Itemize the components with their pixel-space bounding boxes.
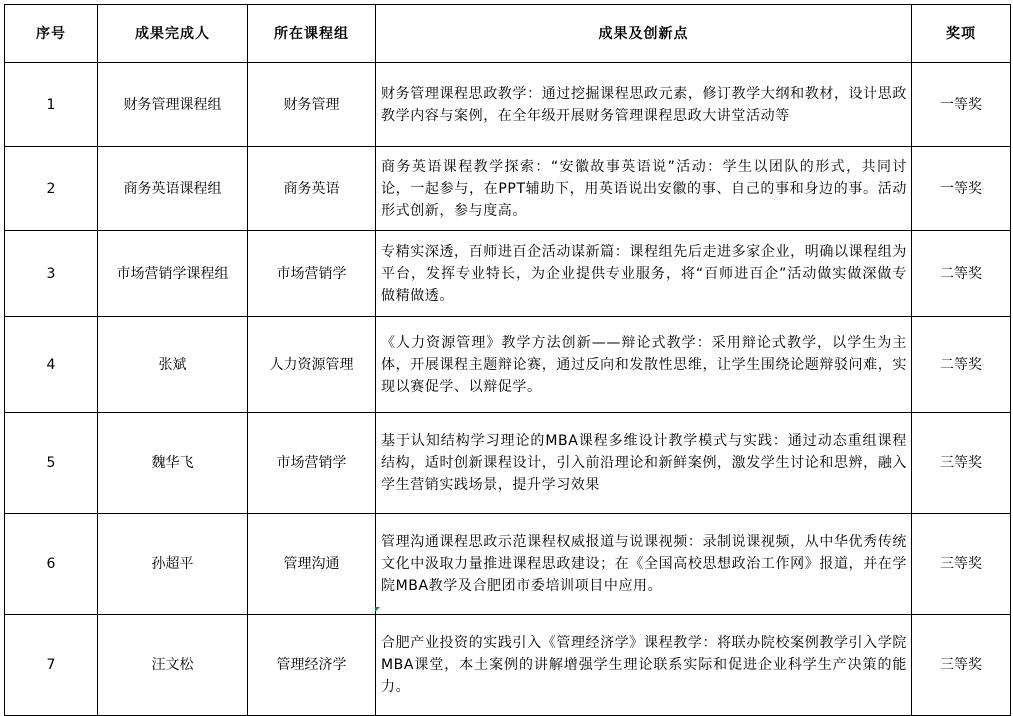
- comment-indicator-icon: [375, 607, 380, 612]
- cell-completer: 孙超平: [98, 514, 248, 615]
- awards-table: [4, 4, 1011, 716]
- cell-index: 5: [5, 413, 98, 514]
- cell-completer: 汪文松: [98, 615, 248, 716]
- cell-award: 二等奖: [912, 231, 1011, 317]
- cell-innovation: 商务英语课程教学探索：“安徽故事英语说”活动：学生以团队的形式，共同讨论，一起参与，在PPT辅助下，用英语说出安徽的事、自己的事和身边的事。活动形式创新，参与度高。: [376, 147, 912, 231]
- cell-completer: 商务英语课程组: [98, 147, 248, 231]
- cell-index: 4: [5, 317, 98, 413]
- header-completer: 成果完成人: [98, 5, 248, 63]
- table-row: [5, 231, 1011, 317]
- cell-innovation: 《人力资源管理》教学方法创新——辩论式教学：采用辩论式教学，以学生为主体，开展课程主题辩论赛，通过反向和发散性思维，让学生围绕论题辩驳问难，实现以赛促学、以辩促学。: [376, 317, 912, 413]
- cell-group: 财务管理: [248, 63, 376, 147]
- cell-award: 三等奖: [912, 615, 1011, 716]
- table-row: [5, 615, 1011, 716]
- cell-index: 1: [5, 63, 98, 147]
- header-row: [5, 5, 1011, 63]
- cell-completer: 市场营销学课程组: [98, 231, 248, 317]
- cell-award: 二等奖: [912, 317, 1011, 413]
- cell-award: 三等奖: [912, 413, 1011, 514]
- cell-innovation: 基于认知结构学习理论的MBA课程多维设计教学模式与实践：通过动态重组课程结构，适时创新课程设计，引入前沿理论和新鲜案例，激发学生讨论和思辨，融入学生营销实践场景，提升学习效果: [376, 413, 912, 514]
- cell-award: 一等奖: [912, 63, 1011, 147]
- cell-award: 三等奖: [912, 514, 1011, 615]
- cell-group: 管理沟通: [248, 514, 376, 615]
- cell-group: 管理经济学: [248, 615, 376, 716]
- cell-group: 商务英语: [248, 147, 376, 231]
- cell-award: 一等奖: [912, 147, 1011, 231]
- header-award: 奖项: [912, 5, 1011, 63]
- cell-group: 市场营销学: [248, 413, 376, 514]
- cell-innovation: 财务管理课程思政教学：通过挖掘课程思政元素，修订教学大纲和教材，设计思政教学内容与案例，在全年级开展财务管理课程思政大讲堂活动等: [376, 63, 912, 147]
- header-innovation: 成果及创新点: [376, 5, 912, 63]
- cell-innovation: 合肥产业投资的实践引入《管理经济学》课程教学：将联办院校案例教学引入学院MBA课堂，本土案例的讲解增强学生理论联系实际和促进企业科学生产决策的能力。: [376, 615, 912, 716]
- table-row: [5, 413, 1011, 514]
- cell-innovation: 管理沟通课程思政示范课程权威报道与说课视频：录制说课视频，从中华优秀传统文化中汲取力量推进课程思政建设；在《全国高校思想政治工作网》报道，并在学院MBA教学及合肥团市委培训项目中应用。: [376, 514, 912, 615]
- cell-group: 人力资源管理: [248, 317, 376, 413]
- cell-innovation: 专精实深透，百师进百企活动谋新篇：课程组先后走进多家企业，明确以课程组为平台，发挥专业特长，为企业提供专业服务，将“百师进百企”活动做实做深做专做精做透。: [376, 231, 912, 317]
- table-row: [5, 317, 1011, 413]
- header-index: 序号: [5, 5, 98, 63]
- cell-group: 市场营销学: [248, 231, 376, 317]
- cell-completer: 张斌: [98, 317, 248, 413]
- cell-index: 2: [5, 147, 98, 231]
- header-group: 所在课程组: [248, 5, 376, 63]
- table-row: [5, 63, 1011, 147]
- cell-index: 3: [5, 231, 98, 317]
- table-row: [5, 147, 1011, 231]
- cell-index: 7: [5, 615, 98, 716]
- cell-index: 6: [5, 514, 98, 615]
- table-row: [5, 514, 1011, 615]
- cell-completer: 魏华飞: [98, 413, 248, 514]
- cell-completer: 财务管理课程组: [98, 63, 248, 147]
